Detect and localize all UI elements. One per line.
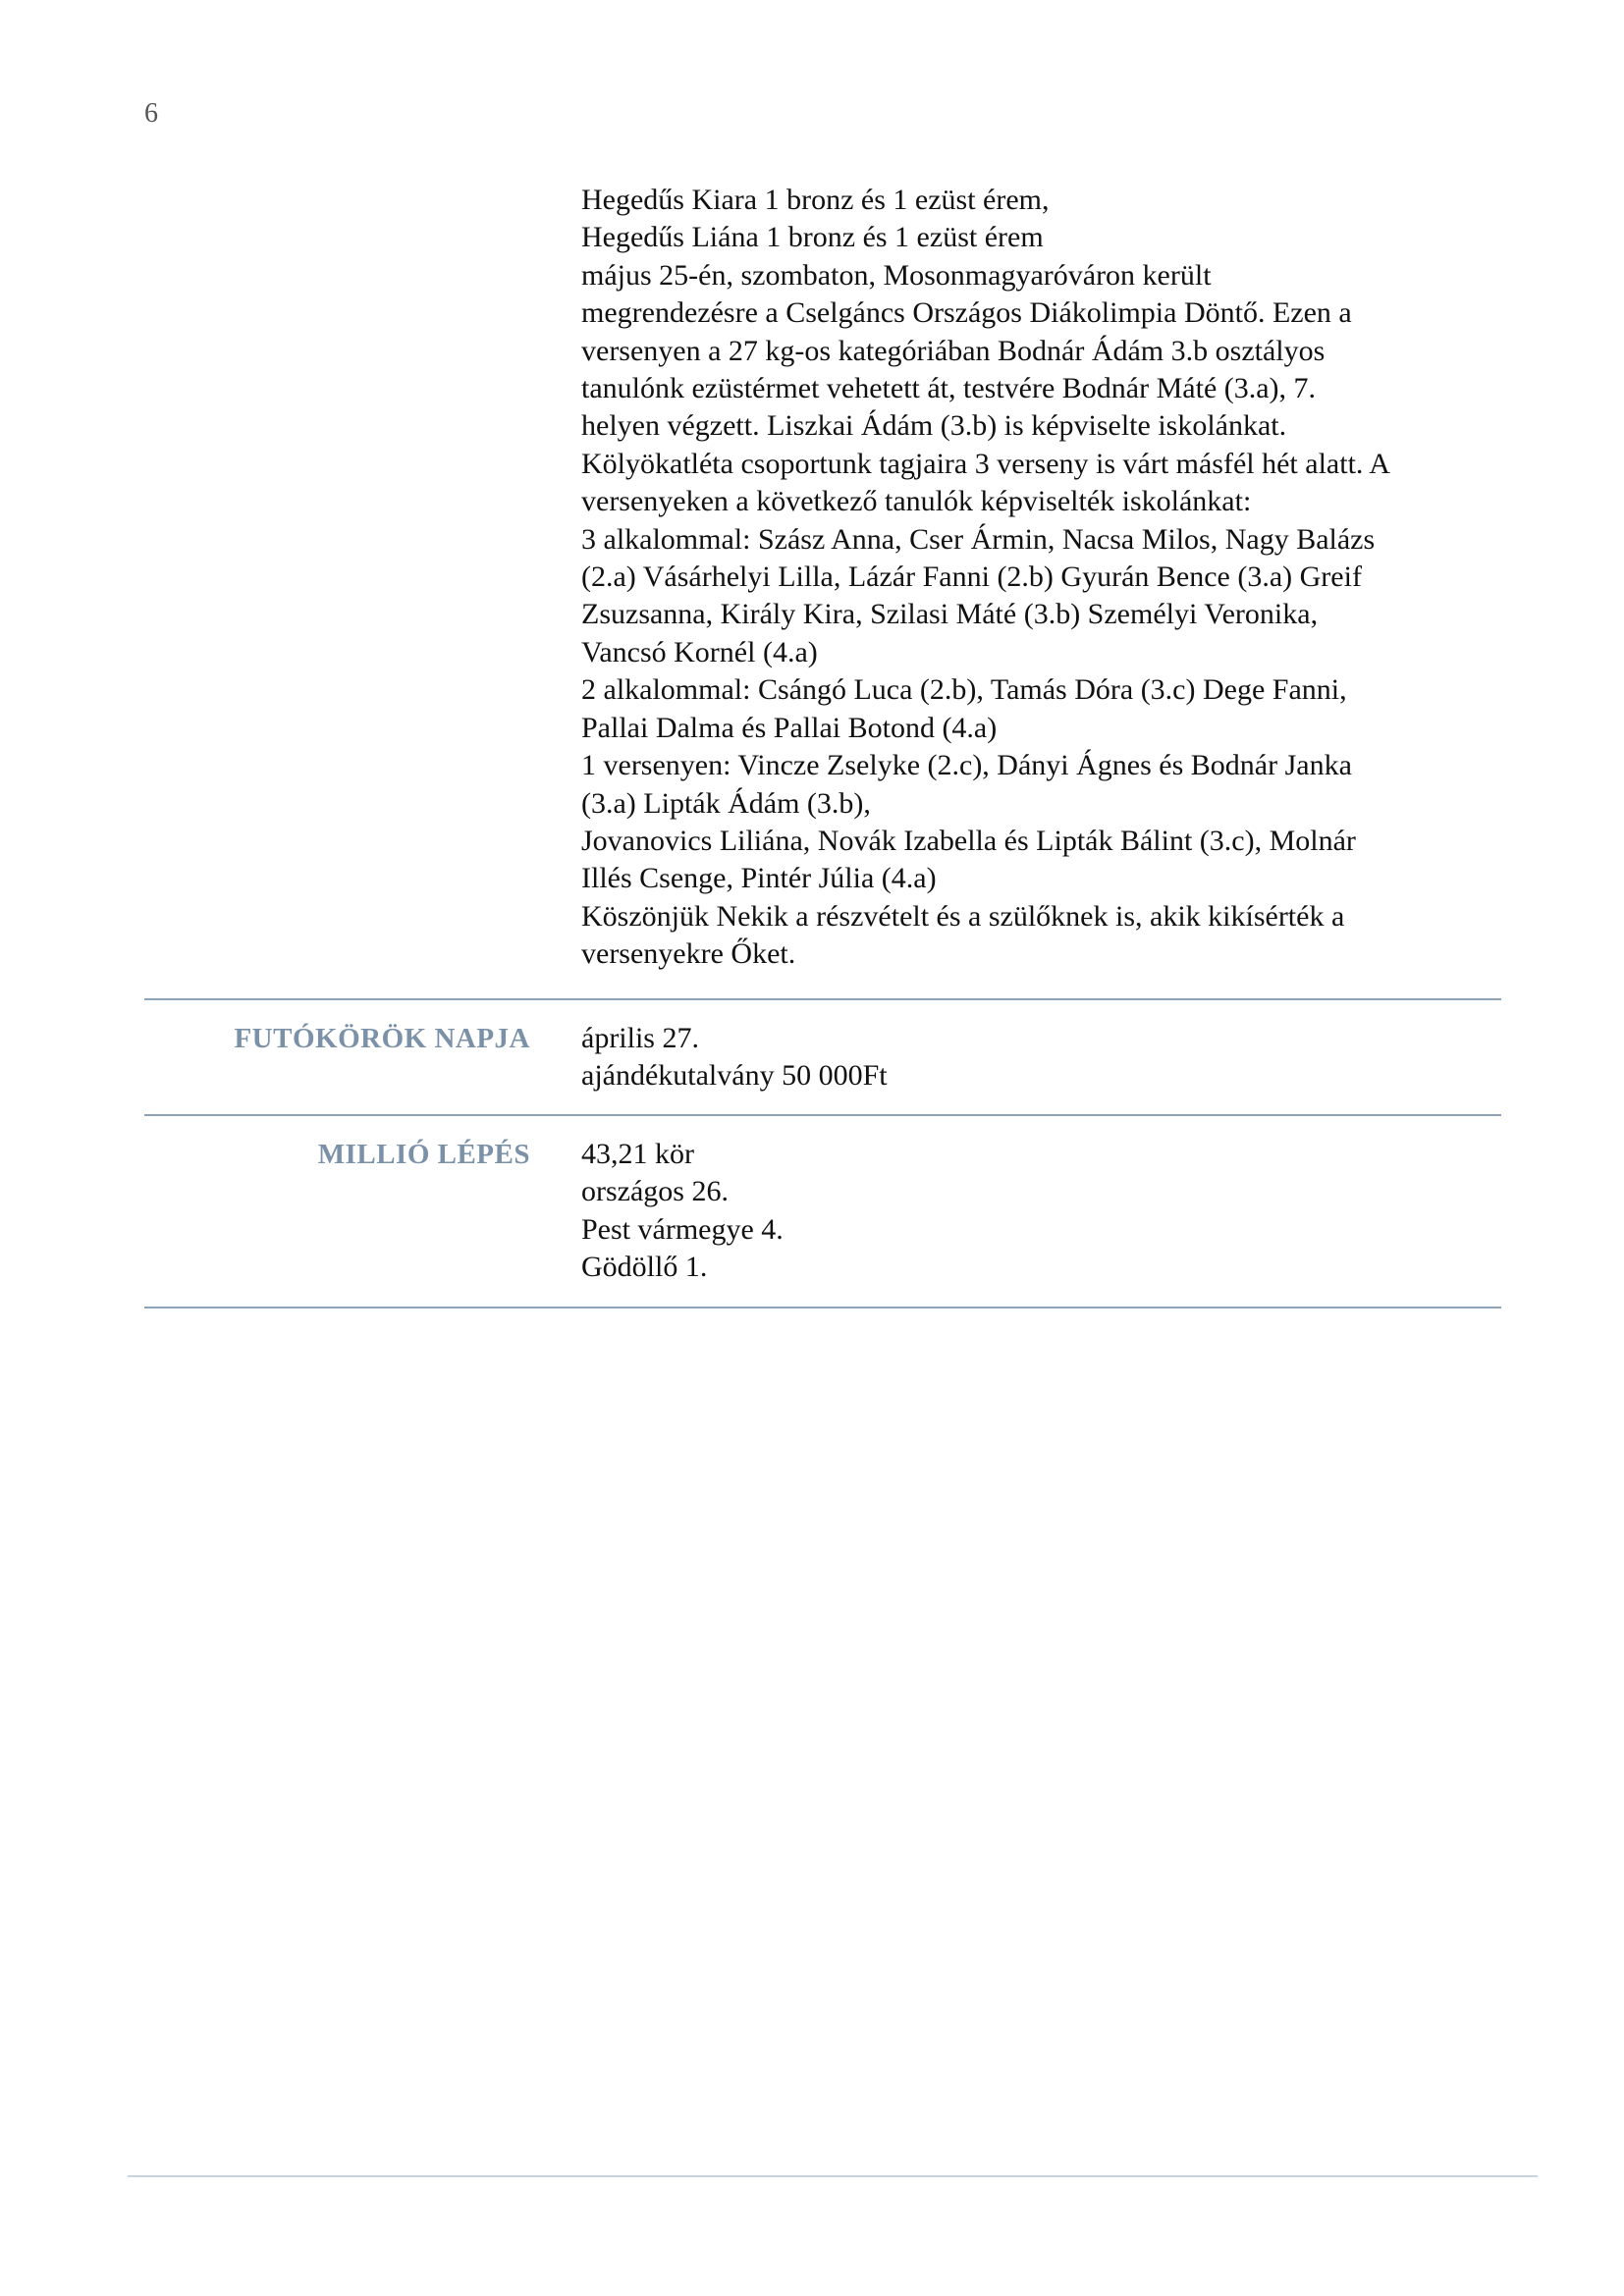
intro-line: Pallai Dalma és Pallai Botond (4.a) xyxy=(581,711,998,744)
intro-line: Köszönjük Nekik a részvételt és a szülőknek is, akik kikísérték a xyxy=(581,899,1345,933)
intro-line: versenyeken a következő tanulók képviselték iskolánkat: xyxy=(581,485,1252,518)
page-number: 6 xyxy=(144,98,158,129)
footer-rule xyxy=(128,2175,1538,2177)
intro-line: (2.a) Vásárhelyi Lilla, Lázár Fanni (2.b) Gyurán Bence (3.a) Greif xyxy=(581,561,1362,594)
intro-line: Vancsó Kornél (4.a) xyxy=(581,635,818,668)
section-divider xyxy=(144,998,1501,1000)
intro-line: Hegedűs Kiara 1 bronz és 1 ezüst érem, xyxy=(581,184,1050,216)
intro-line: Illés Csenge, Pintér Júlia (4.a) xyxy=(581,862,937,895)
section-divider xyxy=(144,1307,1501,1308)
intro-line: Jovanovics Liliána, Novák Izabella és Lipták Bálint (3.c), Molnár xyxy=(581,824,1356,857)
intro-line: Zsuzsanna, Király Kira, Szilasi Máté (3.b) Személyi Veronika, xyxy=(581,598,1319,631)
intro-text-block xyxy=(581,182,1494,974)
intro-line: tanulónk ezüstérmet vehetett át, testvére Bodnár Máté (3.a), 7. xyxy=(581,372,1317,405)
intro-line: május 25-én, szombaton, Mosonmagyaróváron került xyxy=(581,258,1212,292)
intro-line: versenyekre Őket. xyxy=(581,937,796,971)
intro-line: (3.a) Lipták Ádám (3.b), xyxy=(581,786,871,820)
intro-line: megrendezésre a Cselgáncs Országos Diákolimpia Döntő. Ezen a xyxy=(581,296,1352,330)
section-divider xyxy=(144,1114,1501,1116)
section-label-millio-lepes: MILLIÓ LÉPÉS xyxy=(317,1139,530,1170)
section-values-futokorok-napja xyxy=(581,1020,888,1095)
intro-line: helyen végzett. Liszkai Ádám (3.b) is képviselte iskolánkat. xyxy=(581,409,1287,443)
intro-line: 2 alkalommal: Csángó Luca (2.b), Tamás Dóra (3.c) Dege Fanni, xyxy=(581,673,1347,707)
section-value: 43,21 kör xyxy=(581,1138,694,1170)
intro-line: Hegedűs Liána 1 bronz és 1 ezüst érem xyxy=(581,221,1044,254)
section-values-millio-lepes xyxy=(581,1136,784,1287)
intro-line: 3 alkalommal: Szász Anna, Cser Ármin, Nacsa Milos, Nagy Balázs xyxy=(581,522,1376,556)
section-value: ajándékutalvány 50 000Ft xyxy=(581,1059,888,1093)
intro-line: versenyen a 27 kg-os kategóriában Bodnár Ádám 3.b osztályos xyxy=(581,334,1326,367)
section-label-futokorok-napja: FUTÓKÖRÖK NAPJA xyxy=(234,1023,530,1054)
section-value: Gödöllő 1. xyxy=(581,1251,708,1284)
section-value: Pest vármegye 4. xyxy=(581,1212,784,1246)
section-value: országos 26. xyxy=(581,1175,729,1208)
section-value: április 27. xyxy=(581,1022,699,1054)
intro-line: Kölyökatléta csoportunk tagjaira 3 verseny is várt másfél hét alatt. A xyxy=(581,447,1390,480)
intro-line: 1 versenyen: Vincze Zselyke (2.c), Dányi Ágnes és Bodnár Janka xyxy=(581,749,1352,782)
